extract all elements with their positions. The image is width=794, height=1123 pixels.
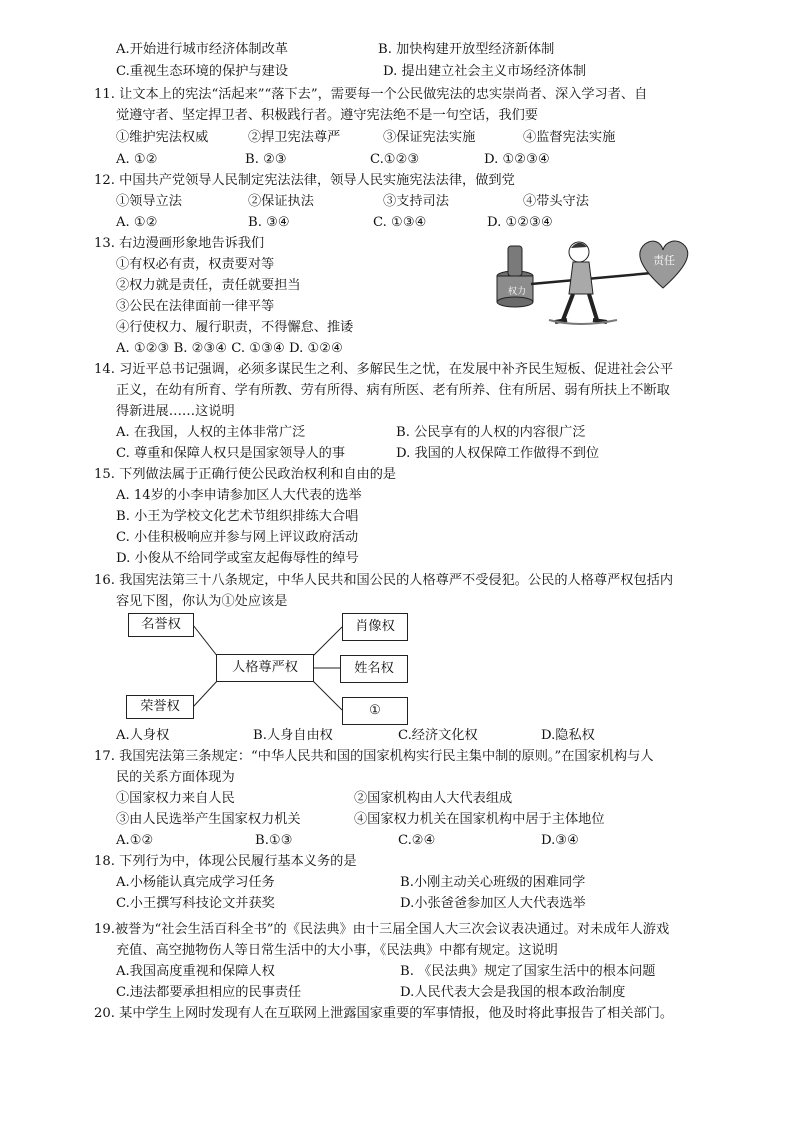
q17-item-2: ②国家机构由人大代表组成 bbox=[354, 791, 513, 806]
cartoon-label-power: 权力 bbox=[507, 287, 527, 297]
q14-stem-line1: 14. 习近平总书记强调，必须多谋民生之利、多解民生之忧，在发展中补齐民生短板、促进社会公平 bbox=[94, 362, 674, 377]
q19-option-b: B. 《民法典》规定了国家生活中的根本问题 bbox=[400, 964, 656, 979]
q10-option-d: D. 提出建立社会主义市场经济体制 bbox=[383, 64, 587, 79]
q12-item-1: ①领导立法 bbox=[116, 194, 182, 209]
q19-option-c: C.违法都要承担相应的民事责任 bbox=[116, 985, 302, 1000]
q13-item-1: ①有权必有责，权责要对等 bbox=[116, 257, 275, 272]
q12-stem: 12. 中国共产党领导人民制定宪法法律，领导人民实施宪法法律，做到党 bbox=[94, 173, 515, 188]
q17-option-d: D.③④ bbox=[541, 833, 579, 848]
q14-option-c: C. 尊重和保障人权只是国家领导人的事 bbox=[116, 446, 346, 461]
q12-item-4: ④带头守法 bbox=[523, 194, 589, 209]
q17-option-a: A.①② bbox=[116, 833, 154, 848]
q17-option-b: B.①③ bbox=[255, 833, 293, 848]
q11-option-d: D. ①②③④ bbox=[484, 152, 550, 167]
q13-options: A. ①②③ B. ②③④ C. ①③④ D. ①②④ bbox=[116, 341, 343, 356]
q12-option-b: B. ③④ bbox=[248, 215, 290, 230]
q14-stem-line3: 得新进展……这说明 bbox=[116, 404, 235, 419]
q16-option-c: C.经济文化权 bbox=[398, 728, 478, 743]
q17-item-3: ③由人民选举产生国家权力机关 bbox=[116, 812, 301, 827]
q13-item-4: ④行使权力、履行职责，不得懈怠、推诿 bbox=[116, 320, 354, 335]
q14-option-d: D. 我国的人权保障工作做得不到位 bbox=[396, 446, 600, 461]
q19-option-a: A.我国高度重视和保障人权 bbox=[116, 964, 275, 979]
diagram-node-blank: ① bbox=[342, 697, 408, 725]
q11-item-4: ④监督宪法实施 bbox=[523, 130, 616, 145]
q11-item-3: ③保证宪法实施 bbox=[383, 130, 476, 145]
connector-mingyu bbox=[193, 625, 218, 657]
diagram-node-center: 人格尊严权 bbox=[216, 654, 314, 682]
cartoon-label-responsibility: 责任 bbox=[653, 254, 675, 267]
q19-stem-line2: 充值、高空抛物伤人等日常生活中的大小事，《民法典》中都有规定。这说明 bbox=[116, 943, 558, 958]
q19-option-d: D.人民代表大会是我国的根本政治制度 bbox=[400, 985, 626, 1000]
q15-option-b: B. 小王为学校文化艺术节组织排练大合唱 bbox=[116, 509, 359, 524]
q14-option-a: A. 在我国，人权的主体非常广泛 bbox=[116, 425, 306, 440]
q15-stem: 15. 下列做法属于正确行使公民政治权利和自由的是 bbox=[94, 467, 397, 482]
connector-rongyu bbox=[193, 680, 218, 707]
q20-stem: 20. 某中学生上网时发现有人在互联网上泄露国家重要的军事情报，他及时将此事报告了相关部门。 bbox=[94, 1006, 674, 1021]
q14-stem-line2: 正义，在幼有所育、学有所教、劳有所得、病有所医、老有所养、住有所居、弱有所扶上不断取 bbox=[116, 383, 670, 398]
q12-item-3: ③支持司法 bbox=[383, 194, 449, 209]
q13-item-2: ②权力就是责任，责任就要担当 bbox=[116, 278, 301, 293]
q12-option-d: D. ①②③④ bbox=[487, 215, 553, 230]
connector-blank bbox=[312, 680, 342, 710]
q13-item-3: ③公民在法律面前一律平等 bbox=[116, 299, 275, 314]
q19-stem-line1: 19.被誉为“社会生活百科全书”的《民法典》由十三届全国人大三次会议表决通过。对未成年人游戏 bbox=[94, 922, 670, 937]
q12-item-2: ②保证执法 bbox=[248, 194, 314, 209]
q16-stem-line1: 16. 我国宪法第三十八条规定，中华人民共和国公民的人格尊严不受侵犯。公民的人格尊严权包括内 bbox=[94, 573, 674, 588]
diagram-node-rongyu: 荣誉权 bbox=[126, 695, 194, 719]
q11-item-1: ①维护宪法权威 bbox=[116, 130, 209, 145]
connector-xiaoxiang bbox=[312, 627, 342, 657]
q12-option-a: A. ①② bbox=[116, 215, 158, 230]
q17-stem-line2: 民的关系方面体现为 bbox=[116, 770, 235, 785]
q18-option-d: D.小张爸爸参加区人大代表选举 bbox=[400, 896, 586, 911]
q15-option-a: A. 14岁的小李申请参加区人大代表的选举 bbox=[116, 488, 362, 503]
q16-option-b: B.人身自由权 bbox=[253, 728, 333, 743]
q10-option-c: C.重视生态环境的保护与建设 bbox=[116, 64, 289, 79]
q17-option-c: C.②④ bbox=[398, 833, 436, 848]
q11-stem-line2: 觉遵守者、坚定捍卫者、积极践行者。遵守宪法绝不是一句空话，我们要 bbox=[116, 108, 538, 123]
q16-stem-line2: 容见下图，你认为①处应该是 bbox=[116, 594, 288, 609]
q11-option-a: A. ①② bbox=[116, 152, 158, 167]
q12-option-c: C. ①③④ bbox=[373, 215, 427, 230]
q15-option-d: D. 小俊从不给同学或室友起侮辱性的绰号 bbox=[116, 551, 359, 566]
q18-stem: 18. 下列行为中，体现公民履行基本义务的是 bbox=[94, 854, 357, 869]
q15-option-c: C. 小佳积极响应并参与网上评议政府活动 bbox=[116, 530, 359, 545]
q11-item-2: ②捍卫宪法尊严 bbox=[248, 130, 341, 145]
q16-option-a: A.人身权 bbox=[116, 728, 170, 743]
q17-item-4: ④国家权力机关在国家机构中居于主体地位 bbox=[354, 812, 605, 827]
q11-stem-line1: 11. 让文本上的宪法“活起来”“落下去”，需要每一个公民做宪法的忠实崇尚者、深入学习者、自 bbox=[94, 87, 648, 102]
diagram-node-xiaoxiang: 肖像权 bbox=[342, 613, 408, 641]
q18-option-a: A.小杨能认真完成学习任务 bbox=[116, 875, 275, 890]
q13-stem: 13. 右边漫画形象地告诉我们 bbox=[94, 236, 265, 251]
q17-stem-line1: 17. 我国宪法第三条规定：“中华人民共和国的国家机构实行民主集中制的原则。”在国家机构与人 bbox=[94, 749, 654, 764]
q10-option-b: B. 加快构建开放型经济新体制 bbox=[378, 42, 555, 57]
diagram-node-mingyu: 名誉权 bbox=[128, 613, 194, 637]
q16-option-d: D.隐私权 bbox=[541, 728, 595, 743]
q11-option-b: B. ②③ bbox=[245, 152, 287, 167]
q17-item-1: ①国家权力来自人民 bbox=[116, 791, 235, 806]
q10-option-a: A.开始进行城市经济体制改革 bbox=[116, 42, 288, 57]
q18-option-c: C.小王撰写科技论文并获奖 bbox=[116, 896, 275, 911]
q11-option-c: C.①②③ bbox=[370, 152, 420, 167]
q14-option-b: B. 公民享有的人权的内容很广泛 bbox=[396, 425, 586, 440]
q18-option-b: B.小刚主动关心班级的困难同学 bbox=[400, 875, 586, 890]
diagram-node-xingming: 姓名权 bbox=[340, 655, 408, 683]
